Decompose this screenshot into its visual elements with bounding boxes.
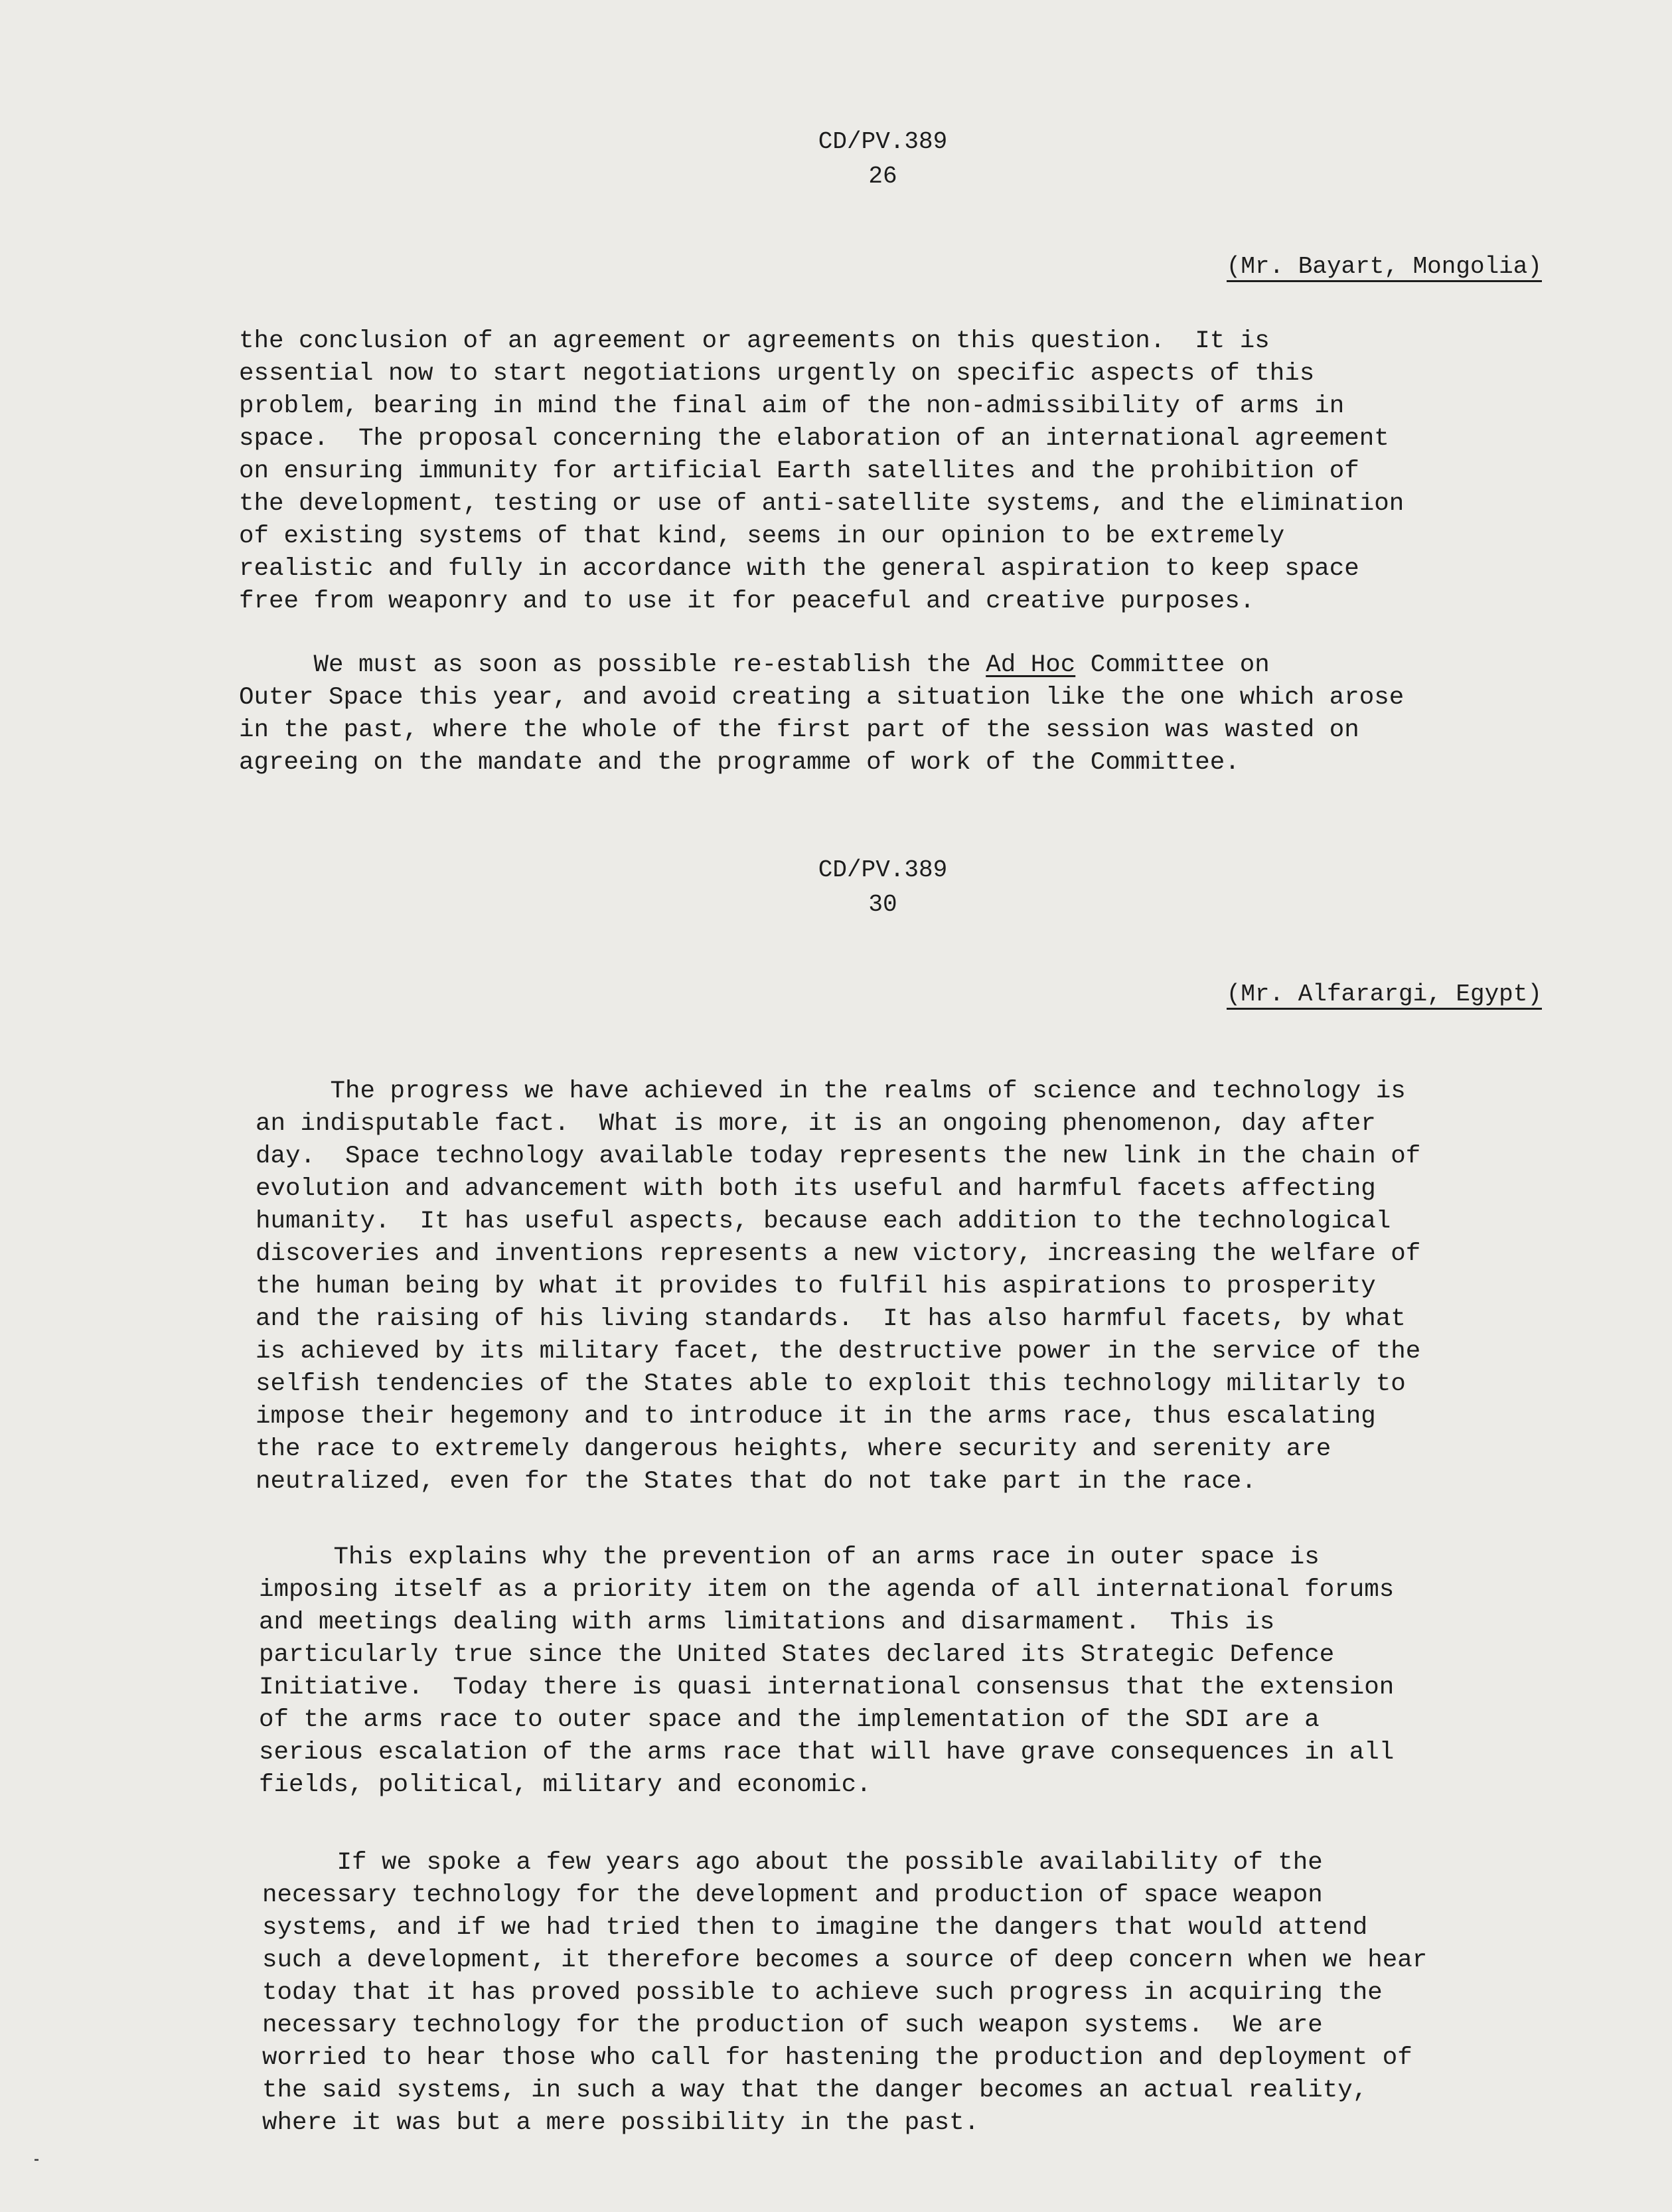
text-line: systems, and if we had tried then to imagine the dangers that would attend xyxy=(262,1914,1368,1942)
text-line: the human being by what it provides to fulfil his aspirations to prosperity xyxy=(256,1273,1376,1301)
text-line: the development, testing or use of anti-satellite systems, and the elimination xyxy=(239,490,1405,518)
paragraph-2 xyxy=(239,649,1560,779)
text-line: and meetings dealing with arms limitations and disarmament. This is xyxy=(259,1609,1275,1636)
text-line: the conclusion of an agreement or agreements on this question. It is xyxy=(239,327,1270,355)
text-line: of the arms race to outer space and the implementation of the SDI are a xyxy=(259,1706,1320,1734)
speaker-attribution-2 xyxy=(1227,977,1542,1012)
text-line: free from weaponry and to use it for peaceful and creative purposes. xyxy=(239,588,1255,615)
text-line: particularly true since the United States declared its Strategic Defence xyxy=(259,1641,1335,1669)
text-line: in the past, where the whole of the first part of the session was wasted on xyxy=(239,716,1359,744)
text-line: fields, political, military and economic. xyxy=(259,1771,872,1799)
text-line: neutralized, even for the States that do not take part in the race. xyxy=(256,1468,1256,1496)
section-2-header xyxy=(664,853,1102,922)
page-number: 26 xyxy=(868,163,897,190)
text-line: where it was but a mere possibility in the past. xyxy=(262,2109,980,2137)
speaker-name: (Mr. Alfarargi, Egypt) xyxy=(1227,981,1542,1010)
text-line: space. The proposal concerning the elaboration of an international agreement xyxy=(239,425,1389,453)
text-line: the said systems, in such a way that the danger becomes an actual reality, xyxy=(262,2077,1368,2104)
text-line: today that it has proved possible to achieve such progress in acquiring the xyxy=(262,1979,1383,2007)
text-line: realistic and fully in accordance with the general aspiration to keep space xyxy=(239,555,1359,583)
text-line: the race to extremely dangerous heights, where security and serenity are xyxy=(256,1435,1331,1463)
text-line: an indisputable fact. What is more, it is an ongoing phenomenon, day after xyxy=(256,1110,1376,1138)
text-line: humanity. It has useful aspects, because each addition to the technological xyxy=(256,1208,1391,1235)
text-line: necessary technology for the production of such weapon systems. We are xyxy=(262,2012,1323,2039)
text-fragment: We must as soon as possible re-establish the xyxy=(239,651,986,679)
underlined-term: Ad Hoc xyxy=(986,651,1076,679)
text-line: such a development, it therefore becomes a source of deep concern when we hear xyxy=(262,1946,1428,1974)
speaker-attribution-1 xyxy=(1227,250,1542,284)
text-line: worried to hear those who call for hastening the production and deployment of xyxy=(262,2044,1412,2072)
text-line: essential now to start negotiations urgently on specific aspects of this xyxy=(239,360,1315,388)
text-line: If we spoke a few years ago about the possible availability of the xyxy=(262,1849,1323,1877)
text-line: is achieved by its military facet, the destructive power in the service of the xyxy=(256,1338,1421,1366)
doc-code: CD/PV.389 xyxy=(818,128,948,155)
text-line: agreeing on the mandate and the programme of work of the Committee. xyxy=(239,749,1240,777)
paragraph-3 xyxy=(256,1075,1576,1498)
text-line: selfish tendencies of the States able to exploit this technology militarly to xyxy=(256,1370,1406,1398)
text-line: impose their hegemony and to introduce it in the arms race, thus escalating xyxy=(256,1403,1376,1431)
speaker-name: (Mr. Bayart, Mongolia) xyxy=(1227,253,1542,282)
text-line: and the raising of his living standards. It has also harmful facets, by what xyxy=(256,1305,1406,1333)
margin-mark xyxy=(35,2159,38,2161)
text-line: serious escalation of the arms race that will have grave consequences in all xyxy=(259,1739,1395,1767)
paragraph-1 xyxy=(239,325,1560,618)
paragraph-5 xyxy=(262,1847,1583,2140)
text-line: evolution and advancement with both its useful and harmful facets affecting xyxy=(256,1175,1376,1203)
text-line: discoveries and inventions represents a new victory, increasing the welfare of xyxy=(256,1240,1421,1268)
page-number: 30 xyxy=(868,891,897,918)
text-line: imposing itself as a priority item on the agenda of all international forums xyxy=(259,1576,1395,1604)
text-line: The progress we have achieved in the realms of science and technology is xyxy=(256,1077,1406,1105)
section-1-header xyxy=(664,125,1102,194)
text-line: necessary technology for the development and production of space weapon xyxy=(262,1881,1323,1909)
text-line: of existing systems of that kind, seems in our opinion to be extremely xyxy=(239,522,1285,550)
text-line xyxy=(239,649,1560,682)
text-line: day. Space technology available today represents the new link in the chain of xyxy=(256,1143,1421,1170)
paragraph-4 xyxy=(259,1541,1580,1802)
doc-code: CD/PV.389 xyxy=(818,856,948,884)
text-line: on ensuring immunity for artificial Earth satellites and the prohibition of xyxy=(239,457,1359,485)
text-line: problem, bearing in mind the final aim of the non-admissibility of arms in xyxy=(239,392,1345,420)
text-line: Outer Space this year, and avoid creating a situation like the one which arose xyxy=(239,684,1405,712)
text-line: Initiative. Today there is quasi international consensus that the extension xyxy=(259,1674,1395,1701)
text-line: This explains why the prevention of an arms race in outer space is xyxy=(259,1543,1320,1571)
text-fragment: Committee on xyxy=(1075,651,1270,679)
